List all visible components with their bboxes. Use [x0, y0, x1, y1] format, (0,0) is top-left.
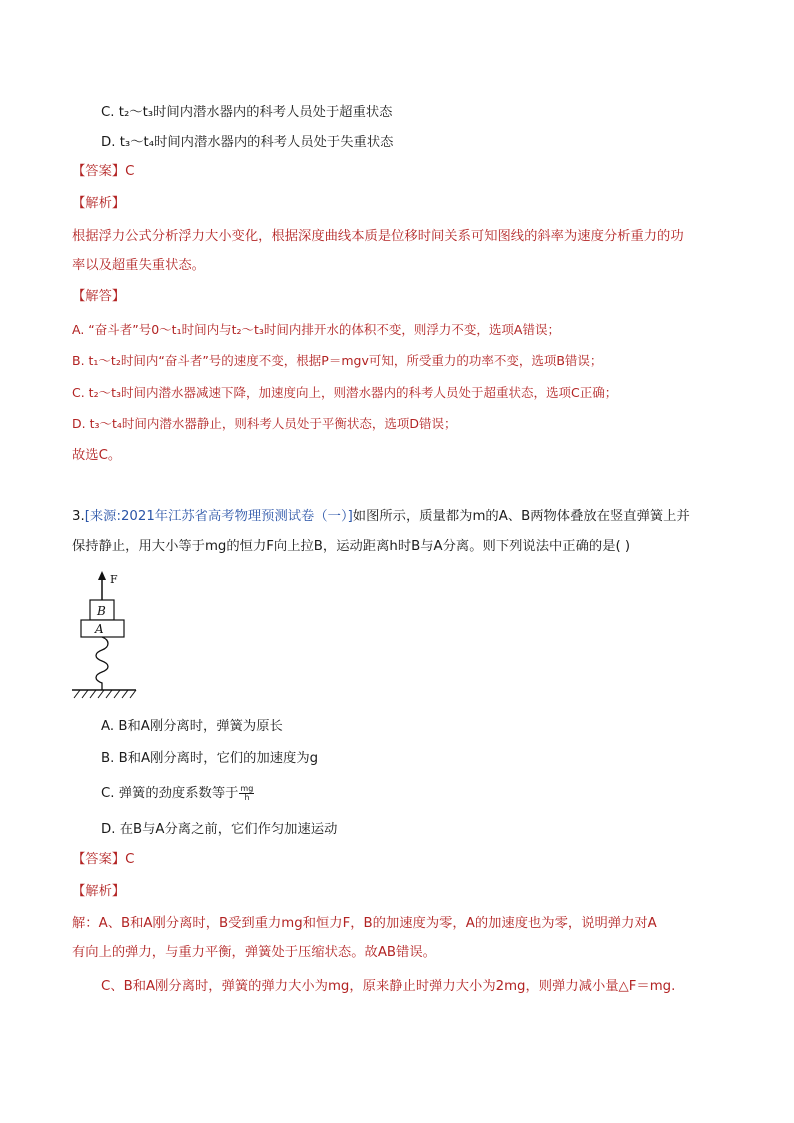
q3-option-b: B. B和A刚分离时，它们的加速度为g — [101, 751, 319, 766]
solution-conclusion: 故选C。 — [72, 448, 122, 463]
q3-source: [来源:2021年江苏省高考物理预测试卷（一）] — [84, 509, 353, 524]
solution-line-d: D. t₃～t₄时间内潜水器静止，则科考人员处于平衡状态，选项D错误； — [72, 416, 457, 431]
q3-answer-label: 【答案】C — [72, 852, 135, 867]
analysis-line-2: 率以及超重失重状态。 — [72, 258, 205, 273]
option-c-prev: C. t₂～t₃时间内潜水器内的科考人员处于超重状态 — [101, 105, 393, 120]
q3-option-c — [101, 784, 254, 804]
q3-number: 3. — [72, 509, 85, 524]
q3-analysis-line-2: 有向上的弹力，与重力平衡，弹簧处于压缩状态。故AB错误。 — [72, 945, 436, 960]
q3-stem-line2: 保持静止，用大小等于mg的恒力F向上拉B，运动距离h时B与A分离。则下列说法中正确的是( ) — [72, 539, 631, 554]
spring-blocks-figure — [70, 568, 140, 704]
q3-analysis-line-1: 解：A、B和A刚分离时，B受到重力mg和恒力F，B的加速度为零，A的加速度也为零，说明弹力对A — [72, 916, 657, 931]
solution-line-b: B. t₁～t₂时间内“奋斗者”号的速度不变，根据P＝mgv可知，所受重力的功率不变，选项B错误； — [72, 353, 603, 368]
block-b-label: B — [97, 604, 106, 618]
solution-line-c: C. t₂～t₃时间内潜水器减速下降，加速度向上，则潜水器内的科考人员处于超重状态，选项C正确； — [72, 385, 618, 400]
block-a-label: A — [95, 622, 104, 636]
ground — [72, 690, 136, 698]
q3-option-c-text: C. 弹簧的劲度系数等于 — [101, 786, 239, 801]
analysis-label-prev: 【解析】 — [72, 196, 126, 211]
q3-analysis-label: 【解析】 — [72, 884, 126, 899]
analysis-line-1: 根据浮力公式分析浮力大小变化，根据深度曲线本质是位移时间关系可知图线的斜率为速度分析重力的功 — [72, 229, 684, 244]
solution-label-prev: 【解答】 — [72, 289, 126, 304]
q3-option-d: D. 在B与A分离之前，它们作匀加速运动 — [101, 822, 338, 837]
force-label: F — [110, 573, 118, 586]
spring — [96, 637, 108, 690]
q3-option-a: A. B和A刚分离时，弹簧为原长 — [101, 719, 283, 734]
q3-option-c-fraction — [239, 785, 254, 802]
q3-analysis-line-3: C、B和A刚分离时，弹簧的弹力大小为mg，原来静止时弹力大小为2mg，则弹力减小量△F＝mg. — [101, 979, 676, 994]
solution-line-a: A. “奋斗者”号0～t₁时间内与t₂～t₃时间内排开水的体积不变，则浮力不变，选项A错误； — [72, 322, 560, 337]
fraction-numerator: mg — [240, 783, 254, 793]
answer-label-prev: 【答案】C — [72, 164, 135, 179]
q3-stem-text1: 如图所示，质量都为m的A、B两物体叠放在竖直弹簧上并 — [352, 509, 690, 524]
force-arrow — [98, 571, 106, 600]
q3-stem-line1 — [72, 507, 690, 527]
fraction-denominator: h — [244, 792, 250, 802]
option-d-prev: D. t₃～t₄时间内潜水器内的科考人员处于失重状态 — [101, 135, 394, 150]
